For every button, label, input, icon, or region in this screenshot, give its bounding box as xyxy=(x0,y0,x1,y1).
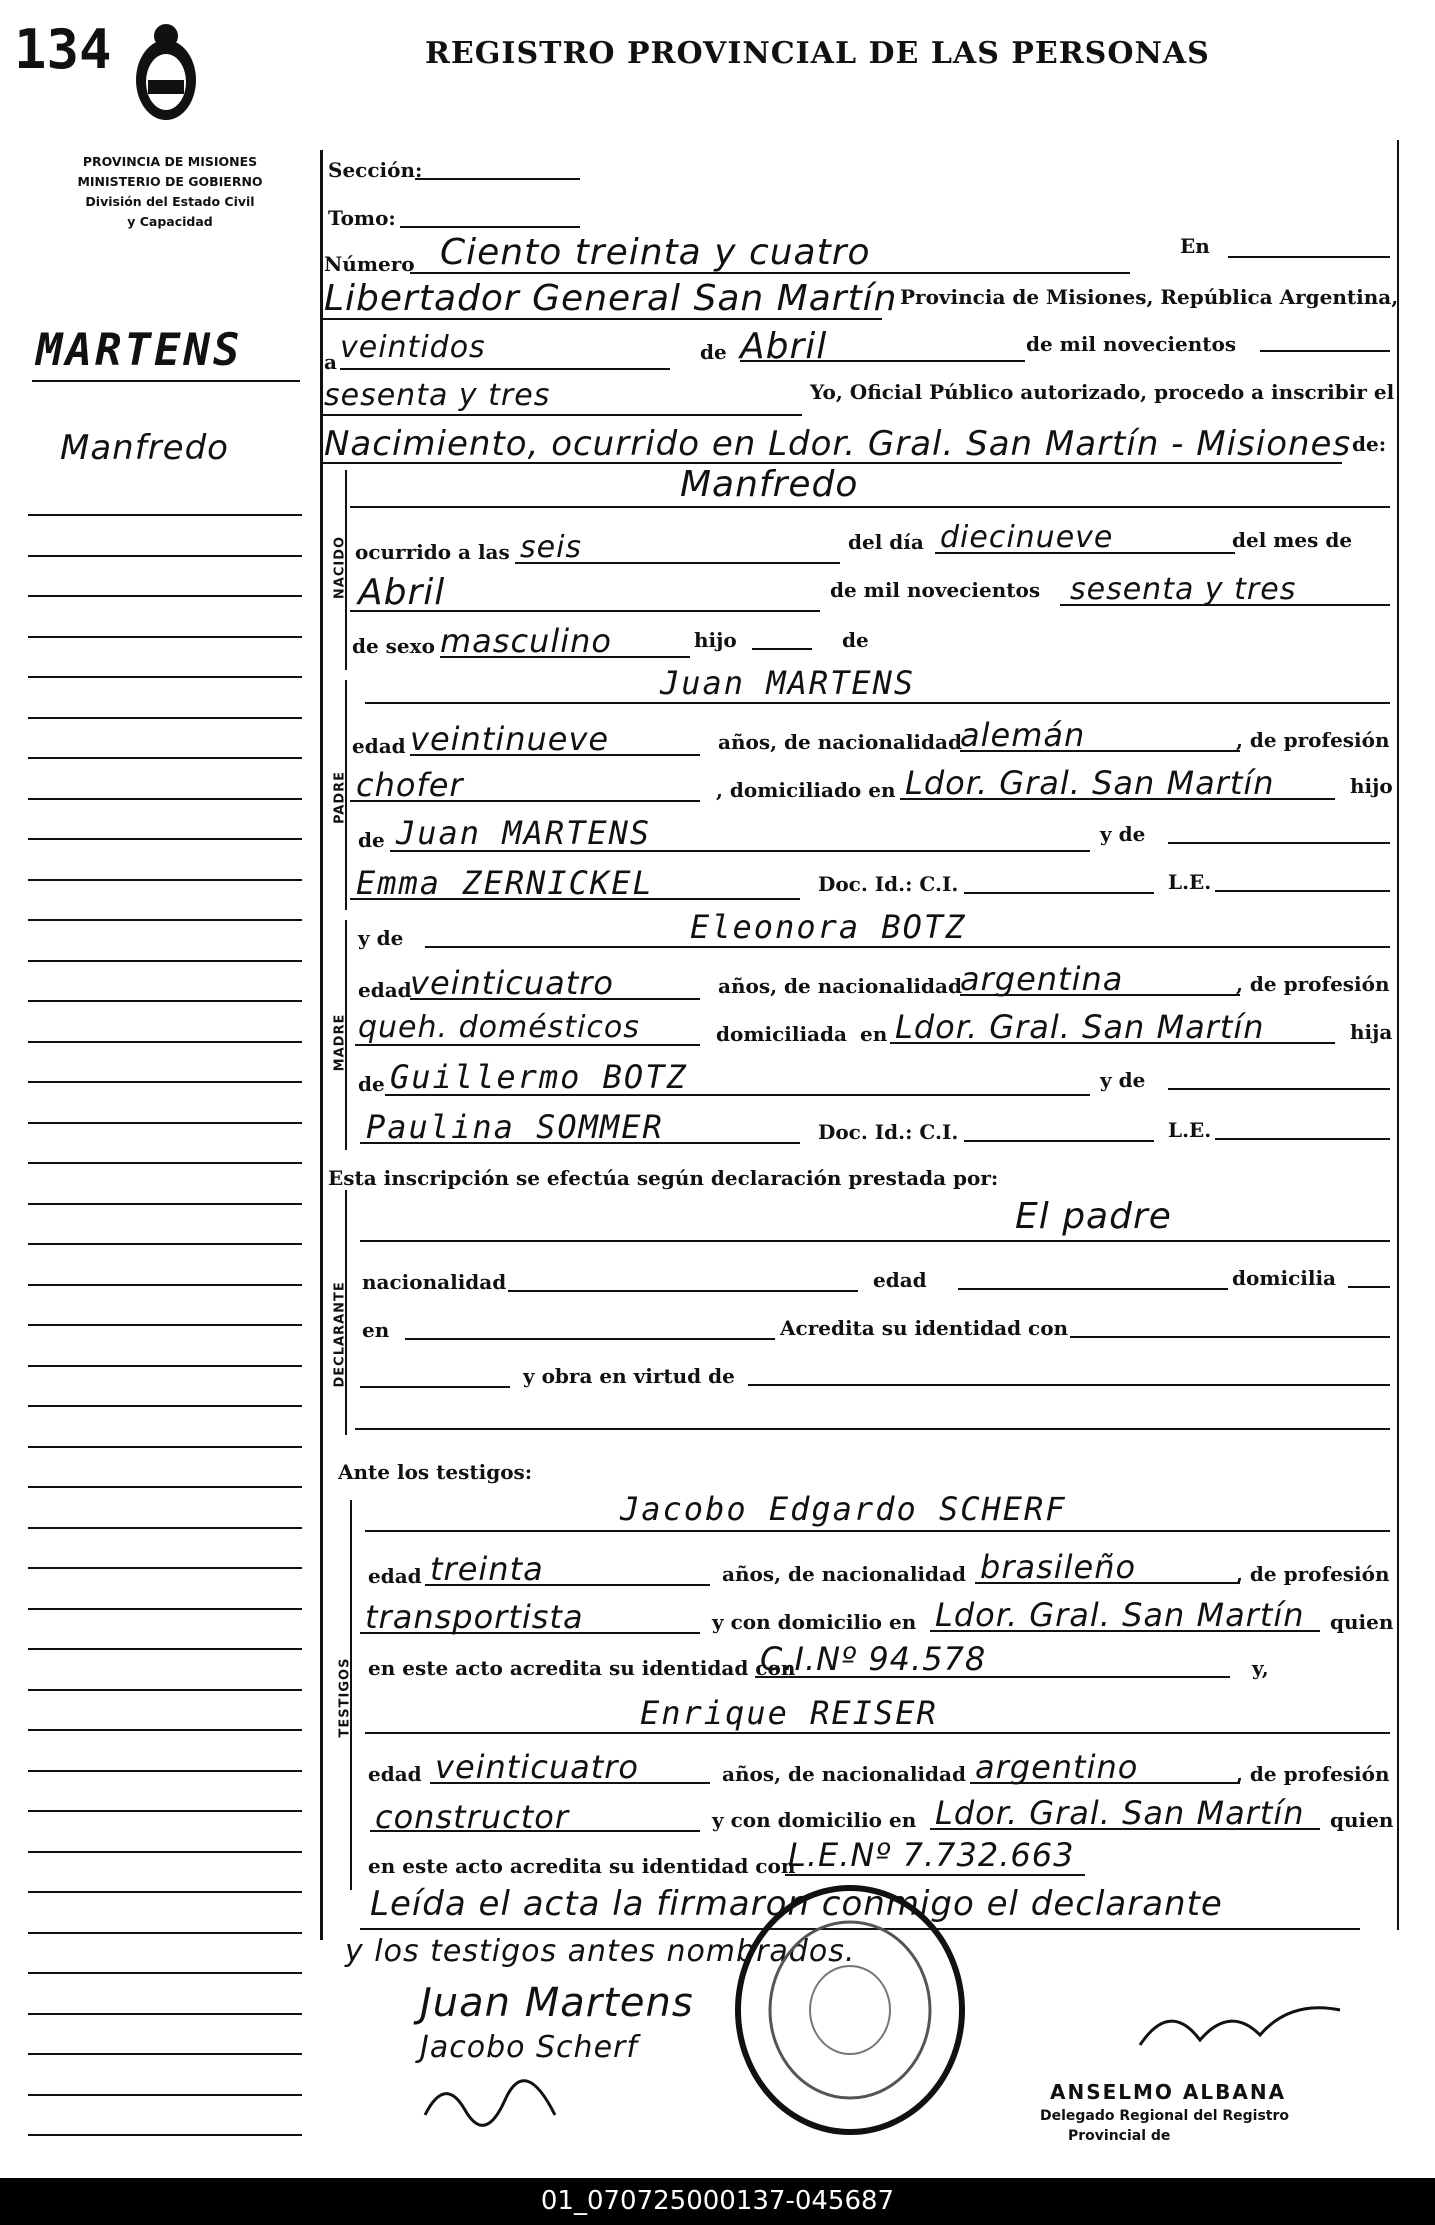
label-doc-madre: Doc. Id.: C.I. xyxy=(818,1120,959,1144)
value-t1-dom: Ldor. Gral. San Martín xyxy=(935,1596,1305,1634)
label-quien-t1: quien xyxy=(1330,1610,1394,1634)
label-quien-t2: quien xyxy=(1330,1808,1394,1832)
label-y-de-madre-2: y de xyxy=(1100,1068,1146,1092)
value-dia: veintidos xyxy=(340,330,486,365)
value-madre-nac: argentina xyxy=(960,960,1124,998)
label-en-decl: en xyxy=(362,1318,390,1342)
margin-ruled-line xyxy=(28,1689,302,1691)
margin-ruled-line xyxy=(28,879,302,881)
margin-ruled-line xyxy=(28,1932,302,1934)
value-nacimiento: Nacimiento, ocurrido en Ldor. Gral. San Martín - Misiones xyxy=(324,424,1352,464)
margin-ruled-line xyxy=(28,2013,302,2015)
label-seccion: Sección: xyxy=(328,158,423,182)
label-edad-madre: edad xyxy=(358,978,412,1002)
label-con-domicilio-t2: y con domicilio en xyxy=(712,1808,917,1832)
side-label-declarante: DECLARANTE xyxy=(332,1281,348,1388)
label-profesion-madre: , de profesión xyxy=(1236,972,1390,996)
margin-ruled-line xyxy=(28,757,302,759)
margin-ruled-line xyxy=(28,636,302,638)
margin-ruled-line xyxy=(28,1851,302,1853)
value-madre-prof: queh. domésticos xyxy=(358,1010,640,1045)
label-le-madre: L.E. xyxy=(1168,1118,1212,1142)
margin-ruled-line xyxy=(28,1162,302,1164)
margin-ruled-line xyxy=(28,1405,302,1407)
label-edad-t1: edad xyxy=(368,1564,422,1588)
official-signature xyxy=(1130,1990,1350,2060)
value-padre-edad: veintinueve xyxy=(410,720,610,758)
value-sexo: masculino xyxy=(440,622,612,660)
value-madre-madre: Paulina SOMMER xyxy=(366,1108,664,1146)
margin-ruled-line xyxy=(28,1810,302,1812)
value-madre-dom: Ldor. Gral. San Martín xyxy=(895,1008,1265,1046)
page-number: 134 xyxy=(14,18,112,81)
margin-ruled-line xyxy=(28,1122,302,1124)
label-numero: Número xyxy=(324,252,415,276)
value-madre-padre: Guillermo BOTZ xyxy=(390,1058,688,1096)
margin-ruled-line xyxy=(28,838,302,840)
label-yo-oficial: Yo, Oficial Público autorizado, procedo a inscribir el xyxy=(810,380,1395,404)
value-nombre: Manfredo xyxy=(680,464,859,505)
value-numero: Ciento treinta y cuatro xyxy=(440,232,871,273)
value-t2-edad: veinticuatro xyxy=(435,1748,639,1786)
margin-ruled-line xyxy=(28,2094,302,2096)
label-en-madre: en xyxy=(860,1022,888,1046)
label-en-este-acto-t2: en este acto acredita su identidad con xyxy=(368,1854,796,1878)
label-de-hijo: de xyxy=(842,628,869,652)
label-anos-nac-padre: años, de nacionalidad xyxy=(718,730,962,754)
org-line-4: y Capacidad xyxy=(127,214,213,229)
margin-ruled-line xyxy=(28,798,302,800)
side-label-testigos: TESTIGOS xyxy=(337,1657,353,1738)
org-line-2: MINISTERIO DE GOBIERNO xyxy=(77,174,263,189)
label-anos-nac-t2: años, de nacionalidad xyxy=(722,1762,966,1786)
label-le-padre: L.E. xyxy=(1168,870,1212,894)
margin-ruled-line xyxy=(28,1891,302,1893)
value-madre-nombre: Eleonora BOTZ xyxy=(690,908,967,946)
margin-ruled-line xyxy=(28,1365,302,1367)
margin-ruled-line xyxy=(28,555,302,557)
value-t2-nac: argentino xyxy=(975,1748,1139,1786)
margin-ruled-line xyxy=(28,1243,302,1245)
margin-ruled-line xyxy=(28,514,302,516)
value-t2-dom: Ldor. Gral. San Martín xyxy=(935,1794,1305,1832)
margin-ruled-line xyxy=(28,1081,302,1083)
value-declarante: El padre xyxy=(1015,1196,1172,1237)
margin-ruled-line xyxy=(28,1648,302,1650)
value-t1-nac: brasileño xyxy=(980,1548,1137,1586)
org-line-1: PROVINCIA DE MISIONES xyxy=(82,154,258,169)
label-de-sexo: de sexo xyxy=(352,634,435,658)
margin-ruled-line xyxy=(28,1770,302,1772)
coat-of-arms-icon xyxy=(128,20,204,124)
label-hijo-padre: hijo xyxy=(1350,774,1393,798)
margin-ruled-line xyxy=(28,1486,302,1488)
label-edad-decl: edad xyxy=(873,1268,927,1292)
official-title-1: Delegado Regional del Registro xyxy=(1040,2108,1290,2124)
label-de-madre: de xyxy=(358,1072,385,1096)
margin-ruled-line xyxy=(28,1446,302,1448)
label-de-padre: de xyxy=(358,828,385,852)
label-con-domicilio-t1: y con domicilio en xyxy=(712,1610,917,1634)
label-de-mil: de mil novecientos xyxy=(1026,332,1237,356)
note-line-1: Leída el acta la firmaron conmigo el declarante xyxy=(370,1884,1223,1924)
footer-id-bar: 01_070725000137-045687 xyxy=(0,2178,1435,2225)
label-profesion-t2: , de profesión xyxy=(1236,1762,1390,1786)
label-esta-inscripcion: Esta inscripción se efectúa según declaración prestada por: xyxy=(328,1166,999,1190)
value-anio: sesenta y tres xyxy=(324,378,551,413)
label-edad-padre: edad xyxy=(352,734,406,758)
label-ocurrido: ocurrido a las xyxy=(355,540,510,564)
value-padre-dom: Ldor. Gral. San Martín xyxy=(905,764,1275,802)
signature-witness: Jacobo Scherf xyxy=(420,2030,638,2065)
label-profesion-t1: , de profesión xyxy=(1236,1562,1390,1586)
org-line-3: División del Estado Civil xyxy=(85,194,255,209)
label-en-este-acto-t1: en este acto acredita su identidad con xyxy=(368,1656,796,1680)
value-testigo2: Enrique REISER xyxy=(640,1694,938,1732)
margin-ruled-line xyxy=(28,717,302,719)
label-y-de-padre: y de xyxy=(1100,822,1146,846)
value-mes-nac: Abril xyxy=(358,572,446,613)
value-t2-prof: constructor xyxy=(375,1798,569,1836)
value-t1-prof: transportista xyxy=(365,1598,584,1636)
label-hijo: hijo xyxy=(694,628,737,652)
margin-ruled-line xyxy=(28,1284,302,1286)
label-profesion-padre: , de profesión xyxy=(1236,728,1390,752)
margin-ruled-line xyxy=(28,1041,302,1043)
label-anos-nac-madre: años, de nacionalidad xyxy=(718,974,962,998)
value-padre-prof: chofer xyxy=(356,766,464,804)
label-domiciliado: , domiciliado en xyxy=(716,778,896,802)
official-name: ANSELMO ALBANA xyxy=(1050,2080,1287,2104)
margin-ruled-line xyxy=(28,1972,302,1974)
label-domiciliada: domiciliada xyxy=(716,1022,847,1046)
label-anos-nac-t1: años, de nacionalidad xyxy=(722,1562,966,1586)
label-en: En xyxy=(1180,234,1210,258)
margin-surname: MARTENS xyxy=(36,325,243,376)
margin-ruled-line xyxy=(28,676,302,678)
value-lugar: Libertador General San Martín xyxy=(324,278,898,319)
label-tomo: Tomo: xyxy=(328,206,396,230)
value-t1-doc: C.I.Nº 94.578 xyxy=(760,1640,987,1678)
official-stamp xyxy=(730,1880,970,2140)
margin-ruled-line xyxy=(28,2053,302,2055)
side-label-madre: MADRE xyxy=(332,1013,348,1072)
value-dia-nac: diecinueve xyxy=(940,520,1114,555)
label-domicilia: domicilia xyxy=(1232,1266,1337,1290)
label-de-mil-2: de mil novecientos xyxy=(830,578,1041,602)
label-edad-t2: edad xyxy=(368,1762,422,1786)
label-a: a xyxy=(324,350,337,374)
label-provincia: Provincia de Misiones, República Argentina, xyxy=(900,285,1399,309)
value-t1-edad: treinta xyxy=(430,1550,544,1588)
value-t2-doc: L.E.Nº 7.732.663 xyxy=(788,1836,1075,1874)
label-y-obra: y obra en virtud de xyxy=(523,1364,735,1388)
margin-ruled-line xyxy=(28,2134,302,2136)
margin-ruled-line xyxy=(28,960,302,962)
document-title: REGISTRO PROVINCIAL DE LAS PERSONAS xyxy=(425,36,1210,71)
value-testigo1: Jacobo Edgardo SCHERF xyxy=(620,1490,1067,1528)
label-y-comma: y, xyxy=(1252,1656,1269,1680)
label-hija: hija xyxy=(1350,1020,1393,1044)
value-padre-padre: Juan MARTENS xyxy=(396,814,652,852)
label-de-colon: de: xyxy=(1352,432,1387,456)
label-del-dia: del día xyxy=(848,530,924,554)
side-label-nacido: NACIDO xyxy=(332,535,348,600)
margin-ruled-line xyxy=(28,1729,302,1731)
label-y-de-madre: y de xyxy=(358,926,404,950)
margin-ruled-line xyxy=(28,1000,302,1002)
margin-ruled-line xyxy=(28,919,302,921)
signature-mark xyxy=(415,2070,565,2130)
label-de: de xyxy=(700,340,727,364)
value-mes: Abril xyxy=(740,326,828,367)
side-label-padre: PADRE xyxy=(332,770,348,825)
note-line-2: y los testigos antes nombrados. xyxy=(345,1934,856,1969)
value-madre-edad: veinticuatro xyxy=(410,964,614,1002)
value-padre-nac: alemán xyxy=(960,716,1086,754)
margin-ruled-line xyxy=(28,1608,302,1610)
margin-ruled-line xyxy=(28,1324,302,1326)
margin-ruled-line xyxy=(28,1203,302,1205)
label-doc-padre: Doc. Id.: C.I. xyxy=(818,872,959,896)
official-title-2: Provincial de xyxy=(1068,2128,1171,2144)
margin-ruled-line xyxy=(28,1567,302,1569)
label-ante-testigos: Ante los testigos: xyxy=(338,1460,533,1484)
label-del-mes-de: del mes de xyxy=(1232,528,1353,552)
margin-given-name: Manfredo xyxy=(60,428,229,468)
signature-father: Juan Martens xyxy=(420,1980,694,2026)
margin-ruled-line xyxy=(28,595,302,597)
label-nacionalidad-decl: nacionalidad xyxy=(362,1270,507,1294)
margin-ruled-line xyxy=(28,1527,302,1529)
label-acredita: Acredita su identidad con xyxy=(780,1316,1069,1340)
value-padre-madre: Emma ZERNICKEL xyxy=(356,864,654,902)
value-padre-nombre: Juan MARTENS xyxy=(660,664,916,702)
value-anio-nac: sesenta y tres xyxy=(1070,572,1297,607)
value-hora: seis xyxy=(520,530,583,565)
